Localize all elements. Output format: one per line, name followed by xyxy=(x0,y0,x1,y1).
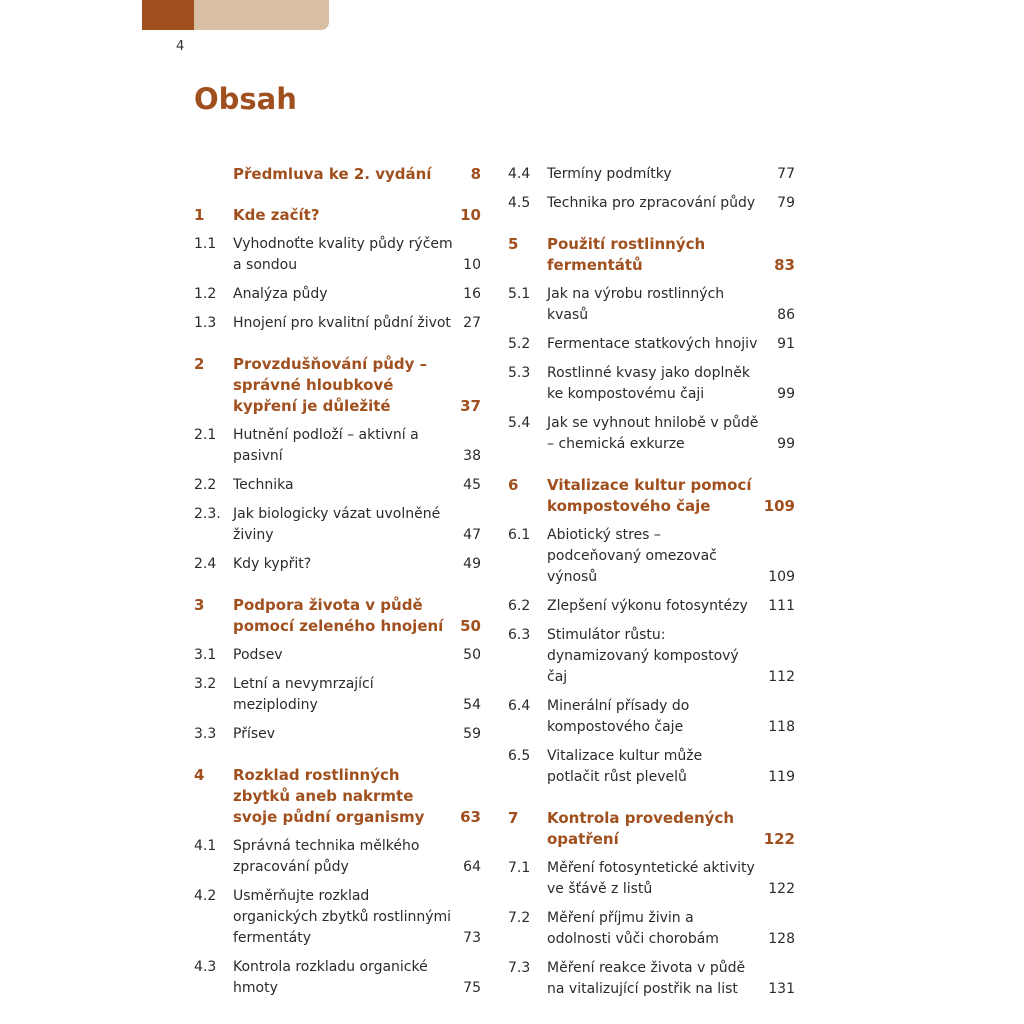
toc-title: Hutnění podloží – aktivní a pasivní xyxy=(233,427,419,464)
toc-number: 1.2 xyxy=(194,286,217,302)
toc-subsection[interactable] xyxy=(508,363,795,405)
toc-page: 109 xyxy=(768,569,795,585)
toc-number: 3.2 xyxy=(194,676,217,692)
toc-page: 8 xyxy=(470,165,481,183)
toc-page: 122 xyxy=(763,830,795,848)
page-number: 4 xyxy=(176,39,185,54)
toc-title: Podpora života v půdě pomocí zeleného hnojení xyxy=(233,596,444,635)
toc-subsection[interactable] xyxy=(194,425,481,467)
toc-page: 77 xyxy=(777,166,795,182)
toc-page: 99 xyxy=(777,436,795,452)
toc-page: 45 xyxy=(463,477,481,493)
toc-subsection[interactable] xyxy=(194,554,481,575)
toc-gap xyxy=(508,222,795,234)
toc-number: 2.1 xyxy=(194,427,217,443)
toc-chapter[interactable] xyxy=(508,475,795,517)
toc-page: 111 xyxy=(768,598,795,614)
toc-column-left xyxy=(194,164,481,1007)
toc-page: 47 xyxy=(463,527,481,543)
toc-number: 4 xyxy=(194,766,205,784)
toc-number: 4.1 xyxy=(194,838,217,854)
toc-page: 79 xyxy=(777,195,795,211)
toc-title: Vitalizace kultur může potlačit růst plevelů xyxy=(547,748,703,785)
toc-page: 49 xyxy=(463,556,481,572)
toc-subsection[interactable] xyxy=(508,334,795,355)
toc-subsection[interactable] xyxy=(508,625,795,688)
toc-title: Jak biologicky vázat uvolněné živiny xyxy=(233,506,441,543)
toc-number: 2.3. xyxy=(194,506,221,522)
toc-title: Kdy kypřit? xyxy=(233,556,312,572)
toc-page: 50 xyxy=(463,647,481,663)
toc-title: Rostlinné kvasy jako doplněk ke kompostovému čaji xyxy=(547,365,750,402)
toc-page: 131 xyxy=(768,981,795,997)
toc-number: 6.2 xyxy=(508,598,531,614)
toc-number: 6 xyxy=(508,476,519,494)
toc-page: 91 xyxy=(777,336,795,352)
toc-title: Provzdušňování půdy – správné hloubkové kypření je důležité xyxy=(233,355,428,415)
toc-page: 75 xyxy=(463,980,481,996)
toc-subsection[interactable] xyxy=(194,836,481,878)
toc-title: Použití rostlinných fermentátů xyxy=(547,235,706,274)
toc-number: 6.5 xyxy=(508,748,531,764)
toc-number: 5.3 xyxy=(508,365,531,381)
toc-number: 4.2 xyxy=(194,888,217,904)
toc-chapter[interactable] xyxy=(508,808,795,850)
toc-title: Jak na výrobu rostlinných kvasů xyxy=(547,286,725,323)
toc-number: 6.3 xyxy=(508,627,531,643)
toc-subsection[interactable] xyxy=(508,696,795,738)
toc-page: 16 xyxy=(463,286,481,302)
toc-chapter[interactable] xyxy=(194,765,481,828)
toc-title: Kontrola rozkladu organické hmoty xyxy=(233,959,428,996)
toc-title: Měření reakce života v půdě na vitalizující postřik na list xyxy=(547,960,746,997)
toc-title: Měření fotosyntetické aktivity ve šťávě z listů xyxy=(547,860,755,897)
toc-page: 63 xyxy=(460,808,481,826)
toc-title: Abiotický stres – podceňovaný omezovač výnosů xyxy=(547,527,717,585)
toc-subsection[interactable] xyxy=(194,504,481,546)
toc-number: 3 xyxy=(194,596,205,614)
toc-subsection[interactable] xyxy=(508,284,795,326)
toc-page: 86 xyxy=(777,307,795,323)
toc-gap xyxy=(194,193,481,205)
toc-subsection[interactable] xyxy=(194,234,481,276)
toc-number: 4.5 xyxy=(508,195,531,211)
toc-subsection[interactable] xyxy=(194,645,481,666)
toc-title: Správná technika mělkého zpracování půdy xyxy=(233,838,420,875)
toc-number: 5.4 xyxy=(508,415,531,431)
toc-title: Vyhodnoťte kvality půdy rýčem a sondou xyxy=(233,236,453,273)
toc-subsection[interactable] xyxy=(194,313,481,334)
toc-number: 6.1 xyxy=(508,527,531,543)
toc-page: 119 xyxy=(768,769,795,785)
toc-title: Analýza půdy xyxy=(233,286,328,302)
toc-page: 27 xyxy=(463,315,481,331)
toc-chapter[interactable] xyxy=(194,354,481,417)
toc-title: Předmluva ke 2. vydání xyxy=(233,165,432,183)
toc-number: 1.3 xyxy=(194,315,217,331)
page-title: Obsah xyxy=(194,82,297,116)
toc-number: 1 xyxy=(194,206,205,224)
toc-chapter[interactable] xyxy=(194,205,481,226)
toc-page: 118 xyxy=(768,719,795,735)
toc-number: 7 xyxy=(508,809,519,827)
toc-subsection[interactable] xyxy=(194,886,481,949)
toc-column-right xyxy=(508,164,795,1008)
toc-gap xyxy=(508,796,795,808)
toc-title: Přísev xyxy=(233,726,276,742)
toc-page: 50 xyxy=(460,617,481,635)
toc-page: 38 xyxy=(463,448,481,464)
toc-page: 83 xyxy=(774,256,795,274)
toc-title: Rozklad rostlinných zbytků aneb nakrmte svoje půdní organismy xyxy=(233,766,425,826)
toc-subsection[interactable] xyxy=(194,724,481,745)
toc-subsection[interactable] xyxy=(194,674,481,716)
toc-page: 10 xyxy=(463,257,481,273)
toc-subsection[interactable] xyxy=(508,193,795,214)
toc-title: Technika pro zpracování půdy xyxy=(547,195,756,211)
toc-title: Usměrňujte rozklad organických zbytků rostlinnými fermentáty xyxy=(233,888,452,946)
toc-subsection[interactable] xyxy=(508,746,795,788)
toc-number: 1.1 xyxy=(194,236,217,252)
toc-page: 37 xyxy=(460,397,481,415)
toc-gap xyxy=(194,583,481,595)
toc-page: 99 xyxy=(777,386,795,402)
toc-gap xyxy=(194,342,481,354)
toc-gap xyxy=(508,463,795,475)
toc-title: Fermentace statkových hnojiv xyxy=(547,336,758,352)
toc-title: Vitalizace kultur pomocí kompostového čaje xyxy=(547,476,752,515)
header-tab-light xyxy=(194,0,329,30)
toc-page: 73 xyxy=(463,930,481,946)
toc-number: 7.2 xyxy=(508,910,531,926)
toc-title: Stimulátor růstu: dynamizovaný kompostový čaj xyxy=(547,627,739,685)
toc-title: Minerální přísady do kompostového čaje xyxy=(547,698,690,735)
toc-number: 5 xyxy=(508,235,519,253)
toc-number: 3.1 xyxy=(194,647,217,663)
toc-title: Podsev xyxy=(233,647,283,663)
toc-subsection[interactable] xyxy=(508,413,795,455)
toc-title: Kde začít? xyxy=(233,206,320,224)
toc-title: Kontrola provedených opatření xyxy=(547,809,735,848)
toc-title: Zlepšení výkonu fotosyntézy xyxy=(547,598,748,614)
toc-title: Technika xyxy=(233,477,294,493)
toc-number: 2 xyxy=(194,355,205,373)
toc-chapter[interactable] xyxy=(194,595,481,637)
toc-page: 59 xyxy=(463,726,481,742)
toc-title: Letní a nevymrzající meziplodiny xyxy=(233,676,374,713)
toc-subsection[interactable] xyxy=(194,957,481,999)
toc-page: 54 xyxy=(463,697,481,713)
toc-chapter[interactable] xyxy=(194,164,481,185)
toc-page: 64 xyxy=(463,859,481,875)
toc-number: 4.4 xyxy=(508,166,531,182)
toc-title: Hnojení pro kvalitní půdní život xyxy=(233,315,451,331)
toc-subsection[interactable] xyxy=(508,858,795,900)
toc-gap xyxy=(194,753,481,765)
toc-subsection[interactable] xyxy=(194,284,481,305)
toc-number: 2.2 xyxy=(194,477,217,493)
toc-subsection[interactable] xyxy=(508,958,795,1000)
toc-number: 7.3 xyxy=(508,960,531,976)
toc-page: 112 xyxy=(768,669,795,685)
toc-subsection[interactable] xyxy=(508,908,795,950)
toc-subsection[interactable] xyxy=(508,596,795,617)
toc-page: 128 xyxy=(768,931,795,947)
toc-number: 7.1 xyxy=(508,860,531,876)
toc-subsection[interactable] xyxy=(194,475,481,496)
toc-number: 6.4 xyxy=(508,698,531,714)
toc-number: 5.1 xyxy=(508,286,531,302)
toc-subsection[interactable] xyxy=(508,164,795,185)
toc-page: 109 xyxy=(763,497,795,515)
toc-number: 2.4 xyxy=(194,556,217,572)
toc-number: 5.2 xyxy=(508,336,531,352)
toc-title: Jak se vyhnout hnilobě v půdě – chemická exkurze xyxy=(547,415,759,452)
toc-chapter[interactable] xyxy=(508,234,795,276)
toc-page: 10 xyxy=(460,206,481,224)
toc-number: 4.3 xyxy=(194,959,217,975)
toc-subsection[interactable] xyxy=(508,525,795,588)
toc-number: 3.3 xyxy=(194,726,217,742)
header-tab-accent xyxy=(142,0,194,30)
toc-title: Měření příjmu živin a odolnosti vůči chorobám xyxy=(547,910,719,947)
toc-title: Termíny podmítky xyxy=(547,166,672,182)
toc-page: 122 xyxy=(768,881,795,897)
